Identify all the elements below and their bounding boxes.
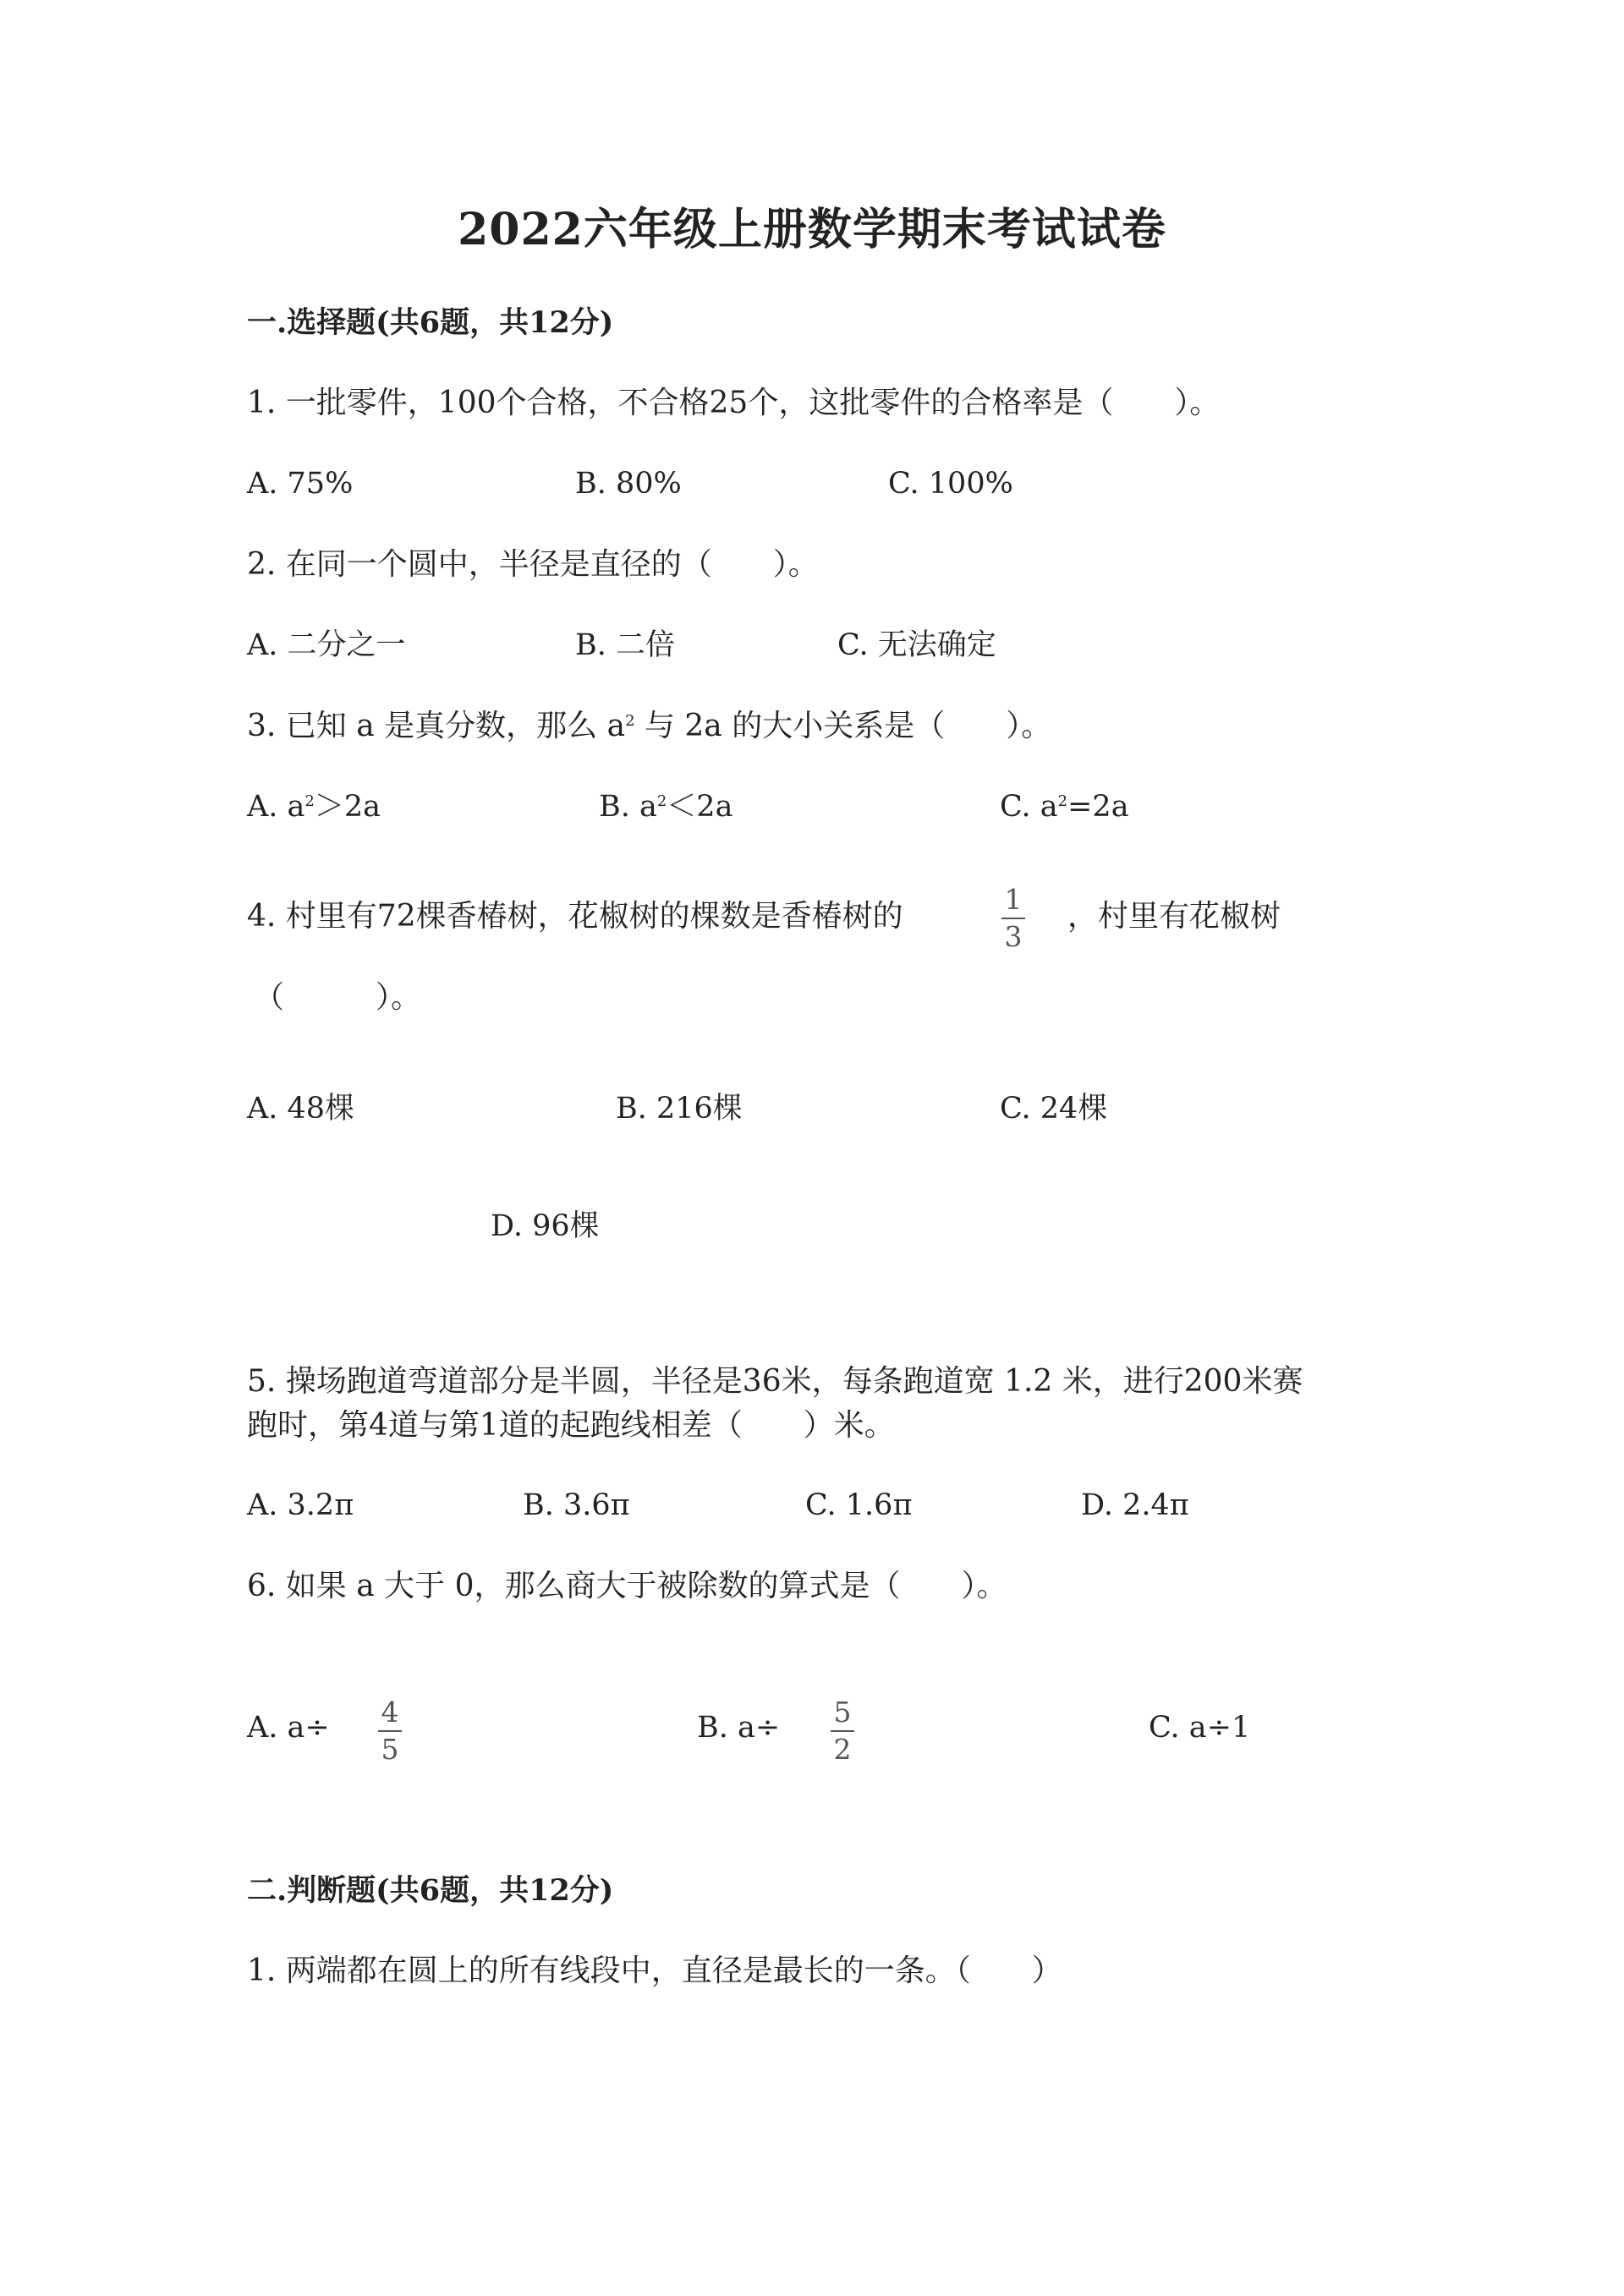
question-3-option-a-base: A. a	[247, 790, 305, 824]
question-2-option-a: A. 二分之一	[247, 628, 406, 662]
question-3-option-a-rest: ＞2a	[314, 790, 381, 824]
question-3-text	[247, 711, 1051, 742]
question-2-option-c: C. 无法确定	[837, 628, 996, 662]
question-5-option-d: D. 2.4π	[1081, 1488, 1189, 1522]
question-3-option-a-sup: 2	[304, 792, 315, 810]
question-3-option-b-base: B. a	[599, 790, 657, 824]
question-3-option-a	[247, 792, 381, 822]
section-heading-choice: 一.选择题(共6题，共12分)	[247, 305, 614, 340]
question-3-text-before: 3. 已知 a 是真分数，那么 a	[247, 709, 626, 743]
fraction-bar	[1001, 918, 1025, 919]
question-3-superscript: 2	[625, 712, 635, 730]
question-4-option-c: C. 24棵	[1000, 1092, 1108, 1126]
fraction-bar	[831, 1730, 854, 1732]
question-4-fraction	[996, 885, 1030, 951]
question-1-text: 1. 一批零件，100个合格，不合格25个，这批零件的合格率是（ ）。	[247, 386, 1221, 420]
question-4-text-line2: （ ）。	[254, 980, 422, 1015]
question-5-option-a: A. 3.2π	[247, 1488, 354, 1522]
question-1-option-c: C. 100%	[888, 467, 1013, 501]
question-3-option-b	[599, 792, 732, 822]
question-5-text-line2: 跑时，第4道与第1道的起跑线相差（ ）米。	[247, 1408, 895, 1443]
question-6-option-a-denominator: 5	[381, 1733, 399, 1766]
question-3-option-c-rest: =2a	[1067, 790, 1129, 824]
question-6-option-a-fraction	[373, 1696, 407, 1766]
question-6-option-b-denominator: 2	[833, 1733, 852, 1766]
question-5-option-c: C. 1.6π	[805, 1488, 913, 1522]
question-5-text-line1: 5. 操场跑道弯道部分是半圆，半径是36米，每条跑道宽 1.2 米，进行200米赛	[247, 1364, 1303, 1399]
question-6-option-a-numerator: 4	[381, 1696, 399, 1729]
question-6-option-b-numerator: 5	[833, 1696, 852, 1729]
question-2-text: 2. 在同一个圆中，半径是直径的（ ）。	[247, 547, 819, 582]
question-4-option-a: A. 48棵	[247, 1092, 355, 1126]
question-4-text-after: ，村里有花椒树	[1067, 899, 1281, 934]
question-6-text: 6. 如果 a 大于 0，那么商大于被除数的算式是（ ）。	[247, 1569, 1007, 1603]
section-heading-judgement: 二.判断题(共6题，共12分)	[247, 1873, 614, 1908]
question-3-option-b-sup: 2	[656, 792, 667, 810]
question-6-option-b-fraction	[826, 1696, 859, 1766]
question-4-fraction-numerator: 1	[1004, 883, 1023, 916]
question-3-option-c-sup: 2	[1057, 792, 1068, 810]
question-3-text-after: 与 2a 的大小关系是（ ）。	[634, 709, 1052, 743]
question-6-option-c: C. a÷1	[1149, 1711, 1251, 1745]
question-3-option-c-base: C. a	[1000, 790, 1058, 824]
fraction-bar	[378, 1730, 402, 1732]
question-3-option-b-rest: ＜2a	[667, 790, 733, 824]
question-4-option-d: D. 96棵	[491, 1209, 600, 1243]
page-title: 2022六年级上册数学期末考试试卷	[458, 204, 1166, 255]
question-4-fraction-denominator: 3	[1004, 920, 1023, 953]
question-1-option-b: B. 80%	[575, 467, 682, 501]
question-5-option-b: B. 3.6π	[523, 1488, 630, 1522]
question-6-option-a-text: A. a÷	[247, 1711, 330, 1745]
question-3-option-c	[1000, 792, 1129, 822]
question-2-option-b: B. 二倍	[575, 628, 675, 662]
question-1-option-a: A. 75%	[247, 467, 354, 501]
judgement-question-1-text: 1. 两端都在圆上的所有线段中，直径是最长的一条。（ ）	[247, 1954, 1062, 1988]
question-4-text-before: 4. 村里有72棵香椿树，花椒树的棵数是香椿树的	[247, 899, 903, 934]
question-4-option-b: B. 216棵	[616, 1092, 743, 1126]
question-6-option-b-text: B. a÷	[697, 1711, 781, 1745]
